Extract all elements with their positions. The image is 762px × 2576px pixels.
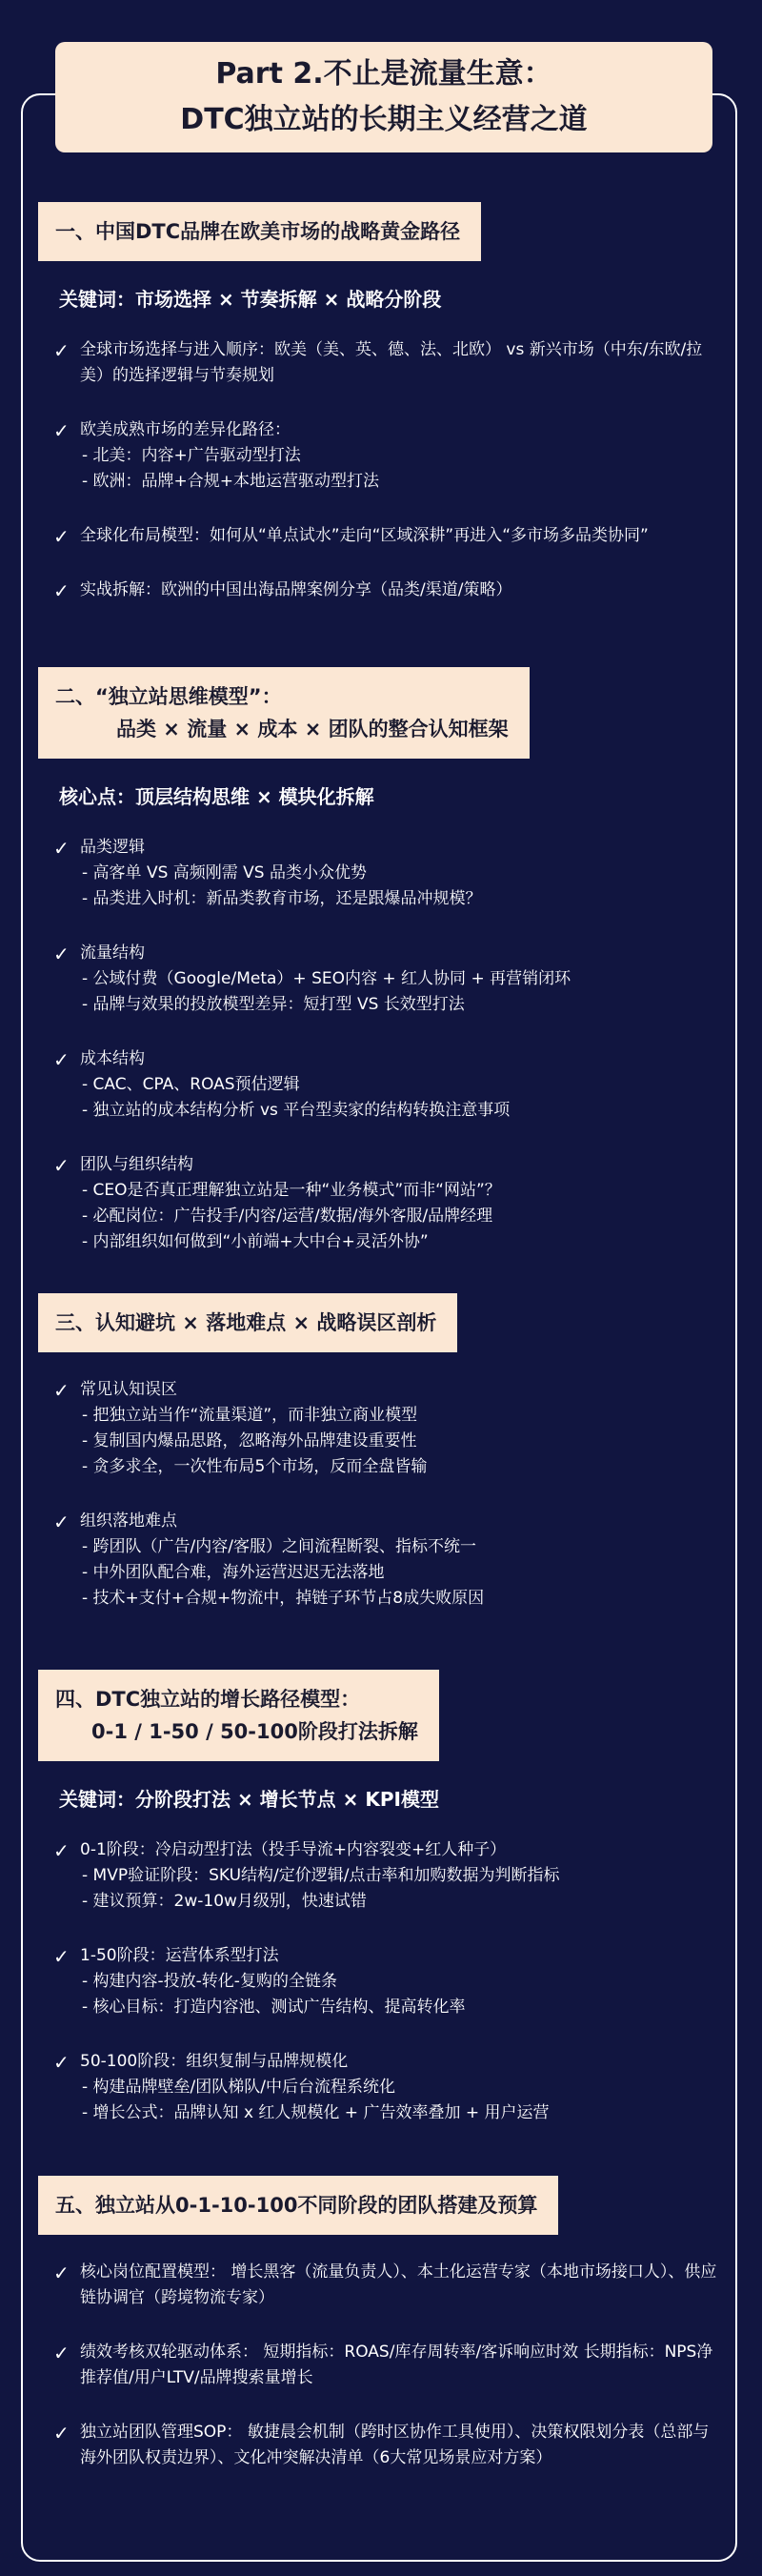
item-sub: - 北美：内容+广告驱动型打法 xyxy=(82,446,301,465)
item-text: 欧美成熟市场的差异化路径： xyxy=(80,420,291,439)
item-sub: - 公域付费（Google/Meta）+ SEO内容 + 红人协同 + 再营销闭环 xyxy=(82,969,572,988)
section-header-text: 五、独立站从0-1-10-100不同阶段的团队搭建及预算 xyxy=(55,2194,538,2217)
section-header xyxy=(38,2176,558,2235)
section-2 xyxy=(38,667,724,1284)
check-icon: ✓ xyxy=(53,1511,70,1533)
check-icon: ✓ xyxy=(53,1945,70,1968)
list-item xyxy=(38,578,724,603)
item-sub: - 构建品牌壁垒/团队梯队/中后台流程系统化 xyxy=(82,2078,395,2097)
check-icon: ✓ xyxy=(53,1154,70,1177)
item-text: 品类逻辑 xyxy=(80,838,145,857)
section-keyword: 核心点：顶层结构思维 × 模块化拆解 xyxy=(59,785,374,808)
list-item xyxy=(38,1377,724,1480)
item-text: 核心岗位配置模型： 增长黑客（流量负责人）、本土化运营专家（本地市场接口人）、供应链协调官（跨境物流专家） xyxy=(80,2262,717,2307)
section-header xyxy=(38,1293,457,1352)
list-item xyxy=(38,1943,724,2020)
item-list xyxy=(38,1837,724,2126)
section-header-text-2: 品类 × 流量 × 成本 × 团队的整合认知框架 xyxy=(116,718,509,740)
check-icon: ✓ xyxy=(53,2342,70,2364)
section-header-text: 四、DTC独立站的增长路径模型： xyxy=(55,1688,361,1711)
item-sub: - 构建内容-投放-转化-复购的全链条 xyxy=(82,1972,337,1991)
item-text: 常见认知误区 xyxy=(80,1380,177,1399)
item-text: 团队与组织结构 xyxy=(80,1155,193,1174)
list-item xyxy=(38,337,724,389)
list-item xyxy=(38,2049,724,2126)
section-header xyxy=(38,1670,439,1761)
check-icon: ✓ xyxy=(53,943,70,965)
section-3 xyxy=(38,1293,724,1640)
item-text: 全球市场选择与进入顺序：欧美（美、英、德、法、北欧） vs 新兴市场（中东/东欧/拉美）的选择逻辑与节奏规划 xyxy=(80,340,703,385)
item-sub: - 增长公式：品牌认知 x 红人规模化 + 广告效率叠加 + 用户运营 xyxy=(82,2103,550,2122)
item-list xyxy=(38,2260,724,2471)
check-icon: ✓ xyxy=(53,579,70,602)
check-icon: ✓ xyxy=(53,2051,70,2074)
section-keyword: 关键词：市场选择 × 节奏拆解 × 战略分阶段 xyxy=(59,288,442,311)
page-title xyxy=(55,42,712,152)
list-item xyxy=(38,941,724,1018)
item-sub: - MVP验证阶段：SKU结构/定价逻辑/点击率和加购数据为判断指标 xyxy=(82,1866,560,1885)
item-sub: - 独立站的成本结构分析 vs 平台型卖家的结构转换注意事项 xyxy=(82,1101,511,1120)
section-header xyxy=(38,667,530,759)
check-icon: ✓ xyxy=(53,2262,70,2284)
check-icon: ✓ xyxy=(53,419,70,442)
item-list xyxy=(38,337,724,603)
item-sub: - CAC、CPA、ROAS预估逻辑 xyxy=(82,1075,300,1094)
list-item xyxy=(38,1152,724,1255)
item-sub: - 贪多求全，一次性布局5个市场，反而全盘皆输 xyxy=(82,1457,428,1476)
item-sub: - 把独立站当作“流量渠道”，而非独立商业模型 xyxy=(82,1406,418,1425)
item-text: 独立站团队管理SOP： 敏捷晨会机制（跨时区协作工具使用）、决策权限划分表（总部与海外团队权责边界）、文化冲突解决清单（6大常见场景应对方案） xyxy=(80,2423,710,2467)
list-item xyxy=(38,417,724,495)
page-title-line1: Part 2.不止是流量生意： xyxy=(215,57,552,91)
item-sub: - 核心目标：打造内容池、测试广告结构、提高转化率 xyxy=(82,1998,466,2017)
list-item xyxy=(38,1046,724,1124)
list-item xyxy=(38,2420,724,2471)
item-text: 0-1阶段：冷启动型打法（投手导流+内容裂变+红人种子） xyxy=(80,1840,507,1859)
item-text: 组织落地难点 xyxy=(80,1511,177,1531)
list-item xyxy=(38,1837,724,1915)
item-text: 50-100阶段：组织复制与品牌规模化 xyxy=(80,2052,349,2071)
item-list xyxy=(38,835,724,1255)
section-5 xyxy=(38,2176,724,2500)
item-sub: - 品牌与效果的投放模型差异：短打型 VS 长效型打法 xyxy=(82,995,465,1014)
section-keyword: 关键词：分阶段打法 × 增长节点 × KPI模型 xyxy=(59,1788,439,1811)
item-sub: - 复制国内爆品思路，忽略海外品牌建设重要性 xyxy=(82,1431,417,1450)
item-sub: - 高客单 VS 高频刚需 VS 品类小众优势 xyxy=(82,863,367,882)
section-1 xyxy=(38,202,724,632)
item-sub: - 品类进入时机：新品类教育市场，还是跟爆品冲规模？ xyxy=(82,889,482,908)
section-header xyxy=(38,202,481,261)
section-header-text: 三、认知避坑 × 落地难点 × 战略误区剖析 xyxy=(55,1311,437,1334)
check-icon: ✓ xyxy=(53,837,70,860)
check-icon: ✓ xyxy=(53,2422,70,2444)
section-header-text: 二、“独立站思维模型”： xyxy=(55,685,282,708)
item-text: 绩效考核双轮驱动体系： 短期指标：ROAS/库存周转率/客诉响应时效 长期指标：NPS净推荐值/用户LTV/品牌搜索量增长 xyxy=(80,2343,713,2387)
item-sub: - 建议预算：2w-10w月级别，快速试错 xyxy=(82,1892,367,1911)
check-icon: ✓ xyxy=(53,339,70,362)
item-sub: - 欧洲：品牌+合规+本地运营驱动型打法 xyxy=(82,472,380,491)
item-text: 流量结构 xyxy=(80,943,145,963)
check-icon: ✓ xyxy=(53,1839,70,1862)
item-sub: - 中外团队配合难，海外运营迟迟无法落地 xyxy=(82,1563,385,1582)
section-header-text: 一、中国DTC品牌在欧美市场的战略黄金路径 xyxy=(55,220,461,243)
list-item xyxy=(38,1509,724,1612)
list-item xyxy=(38,523,724,549)
item-list xyxy=(38,1377,724,1612)
item-sub: - 必配岗位：广告投手/内容/运营/数据/海外客服/品牌经理 xyxy=(82,1207,493,1226)
list-item xyxy=(38,2340,724,2391)
list-item xyxy=(38,835,724,912)
item-sub: - CEO是否真正理解独立站是一种“业务模式”而非“网站”？ xyxy=(82,1181,501,1200)
list-item xyxy=(38,2260,724,2311)
check-icon: ✓ xyxy=(53,1379,70,1402)
item-text: 实战拆解：欧洲的中国出海品牌案例分享（品类/渠道/策略） xyxy=(80,580,512,599)
check-icon: ✓ xyxy=(53,1048,70,1071)
item-text: 成本结构 xyxy=(80,1049,145,1068)
item-sub: - 技术+支付+合规+物流中，掉链子环节占8成失败原因 xyxy=(82,1589,485,1608)
item-text: 全球化布局模型：如何从“单点试水”走向“区域深耕”再进入“多市场多品类协同” xyxy=(80,526,649,545)
check-icon: ✓ xyxy=(53,525,70,548)
page-title-line2: DTC独立站的长期主义经营之道 xyxy=(180,103,588,136)
section-header-text-2: 0-1 / 1-50 / 50-100阶段打法拆解 xyxy=(91,1720,418,1743)
item-sub: - 跨团队（广告/内容/客服）之间流程断裂、指标不统一 xyxy=(82,1537,476,1556)
section-4 xyxy=(38,1670,724,2155)
item-sub: - 内部组织如何做到“小前端+大中台+灵活外协” xyxy=(82,1232,429,1251)
item-text: 1-50阶段：运营体系型打法 xyxy=(80,1946,279,1965)
